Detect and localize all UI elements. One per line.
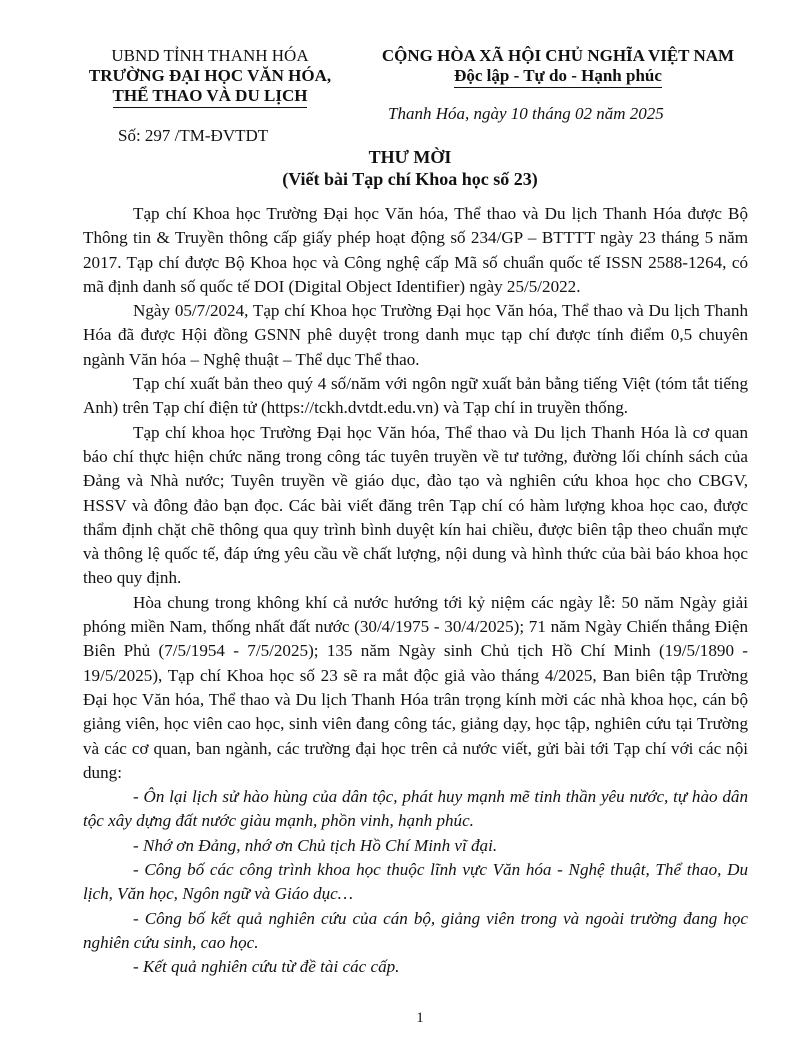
paragraph: Hòa chung trong không khí cả nước hướng tới kỷ niệm các ngày lễ: 50 năm Ngày giải phóng miền Nam, thống nhất đất nước (30/4/1975 - 30/4/2025); 71 năm Ngày Chiến thắng Điện Biên Phủ (7/5/1954 - 7/5/2025); 135 năm Ngày sinh Chủ tịch Hồ Chí Minh (19/5/1890 - 19/5/2025), Tạp chí Khoa học số 23 sẽ ra mắt độc giả vào tháng 4/2025, Ban biên tập Trường Đại học Văn hóa, Thể thao và Du lịch Thanh Hóa trân trọng kính mời các nhà khoa học, cán bộ giảng viên, học viên cao học, sinh viên đang công tác, giảng dạy, học tập, nghiên cứu tại Trường và các cơ quan, ban ngành, các trường đại học trên cả nước viết, gửi bài tới Tạp chí với các nội dung:: [83, 592, 748, 782]
title-main: THƯ MỜI: [368, 147, 452, 167]
country-name: CỘNG HÒA XÃ HỘI CHỦ NGHĨA VIỆT NAM: [381, 46, 735, 65]
school-name-line1: TRƯỜNG ĐẠI HỌC VĂN HÓA,: [88, 66, 332, 85]
paragraph: Tạp chí khoa học Trường Đại học Văn hóa, Thể thao và Du lịch Thanh Hóa là cơ quan báo chí thực hiện chức năng trong công tác tuyên truyền về tư tưởng, đường lối chính sách của Đảng và Nhà nước; Tuyên truyền về giáo dục, đào tạo và nghiên cứu khoa học cho CBGV, HSSV và đông đảo bạn đọc. Các bài viết đăng trên Tạp chí có hàm lượng khoa học cao, được thẩm định chặt chẽ thông qua quy trình bình duyệt kín hai chiều, được biên tập theo chuẩn mực và thông lệ quốc tế, đáp ứng yêu cầu về chất lượng, nội dung và hình thức của bài báo khoa học theo quy định.: [83, 422, 748, 588]
bullet-item: - Kết quả nghiên cứu từ đề tài các cấp.: [133, 957, 400, 977]
bullet-item: - Công bố kết quả nghiên cứu của cán bộ, giảng viên trong và ngoài trường đang học nghiên cứu sinh, cao học.: [83, 908, 748, 952]
paragraph: Ngày 05/7/2024, Tạp chí Khoa học Trường Đại học Văn hóa, Thể thao và Du lịch Thanh Hóa đã được Hội đồng GSNN phê duyệt trong danh mục tạp chí được tính điểm 0,5 chuyên ngành Văn hóa – Nghệ thuật – Thể dục Thể thao.: [83, 301, 748, 369]
national-motto: Độc lập - Tự do - Hạnh phúc: [454, 66, 662, 88]
header-right: [348, 46, 768, 88]
issue-date: Thanh Hóa, ngày 10 tháng 02 năm 2025: [388, 104, 664, 123]
title-subtitle: (Viết bài Tạp chí Khoa học số 23): [282, 169, 538, 189]
document-number: Số: 297 /TM-ĐVTDT: [118, 126, 269, 145]
document-title: [0, 146, 800, 190]
page-number: 1: [416, 1010, 424, 1026]
document-body: [83, 202, 748, 980]
bullet-item: - Ôn lại lịch sử hào hùng của dân tộc, phát huy mạnh mẽ tinh thần yêu nước, tự hào dân tộc xây dựng đất nước giàu mạnh, phồn vinh, hạnh phúc.: [83, 787, 748, 831]
header-left: [60, 46, 360, 108]
paragraph: Tạp chí Khoa học Trường Đại học Văn hóa, Thể thao và Du lịch Thanh Hóa được Bộ Thông tin & Truyền thông cấp giấy phép hoạt động số 234/GP – BTTTT ngày 23 tháng 5 năm 2017. Tạp chí được Bộ Khoa học và Công nghệ cấp Mã số chuẩn quốc tế ISSN 2588-1264, có mã định danh số quốc tế DOI (Digital Object Identifier) ngày 25/5/2022.: [83, 204, 748, 296]
bullet-item: - Nhớ ơn Đảng, nhớ ơn Chủ tịch Hồ Chí Minh vĩ đại.: [133, 835, 498, 855]
school-name-line2: THỂ THAO VÀ DU LỊCH: [113, 86, 308, 108]
issuing-authority: UBND TỈNH THANH HÓA: [111, 46, 309, 65]
bullet-item: - Công bố các công trình khoa học thuộc lĩnh vực Văn hóa - Nghệ thuật, Thể thao, Du lịch, Văn học, Ngôn ngữ và Giáo dục…: [83, 860, 748, 904]
paragraph: Tạp chí xuất bản theo quý 4 số/năm với ngôn ngữ xuất bản bằng tiếng Việt (tóm tắt tiếng Anh) trên Tạp chí điện tử (https://tckh.dvtdt.edu.vn) và Tạp chí in truyền thống.: [83, 374, 748, 418]
